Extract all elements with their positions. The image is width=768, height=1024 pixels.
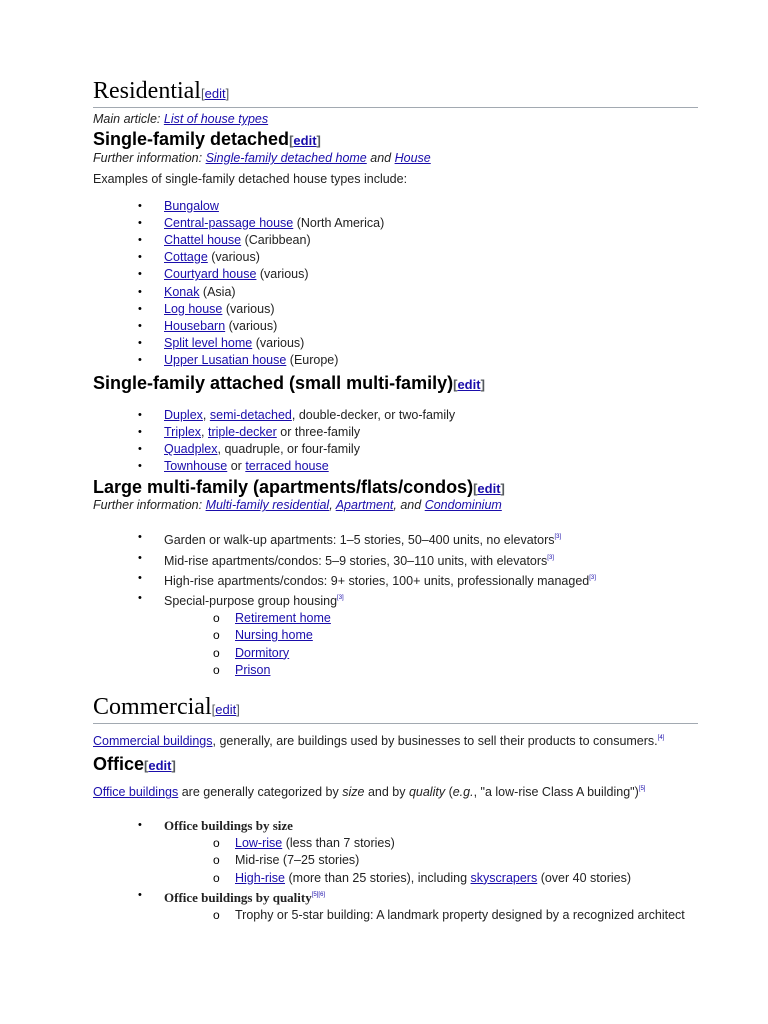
edit-link-office[interactable]: [edit]	[144, 758, 176, 774]
attached-type-link[interactable]: Quadplex	[164, 441, 218, 456]
list-item	[93, 590, 698, 679]
house-type-link[interactable]: Bungalow	[164, 198, 219, 213]
sfd-further-info: Further information: Single-family detached home and House	[93, 151, 431, 165]
reference-3[interactable]: [3]	[554, 534, 562, 541]
sfd-list	[93, 198, 698, 370]
house-type-region: (various)	[252, 336, 305, 351]
lmf-further-info: Further information: Multi-family residential, Apartment, and Condominium	[93, 498, 502, 513]
residential-heading: Residential[edit]	[93, 78, 698, 108]
office-quality-sublist	[164, 907, 698, 924]
edit-link-sfa[interactable]: [edit]	[453, 376, 485, 392]
house-type-region: (North America)	[293, 215, 385, 230]
sfa-list	[93, 407, 698, 476]
list-item	[93, 266, 698, 283]
edit-link-residential[interactable]: [edit]	[200, 86, 230, 101]
apartment-type-text: High-rise apartments/condos: 9+ stories, 100+ units, professionally managed	[164, 573, 590, 588]
list-item	[93, 407, 698, 424]
sfa-heading: Single-family attached (small multi-family)[edit]	[93, 372, 485, 393]
office-paragraph: Office buildings are generally categorized by size and by quality (e.g., "a low-rise Class A building")[5]	[93, 785, 646, 800]
skyscrapers-link[interactable]: skyscrapers	[470, 870, 538, 885]
list-item	[93, 232, 698, 249]
attached-type-link[interactable]: Duplex	[164, 407, 203, 422]
list-item	[164, 662, 698, 679]
single-family-detached-home-link[interactable]: Single-family detached home	[205, 151, 367, 165]
office-size-link[interactable]: Low-rise	[235, 836, 283, 851]
list-item	[164, 835, 698, 852]
group-housing-link[interactable]: Retirement home	[235, 611, 331, 626]
list-item	[93, 284, 698, 301]
commercial-heading: Commercial[edit]	[93, 694, 698, 724]
apartment-type-text: Mid-rise apartments/condos: 5–9 stories, 30–110 units, with elevators	[164, 553, 548, 568]
office-size-sublist	[164, 835, 698, 887]
house-type-region: (various)	[222, 301, 275, 316]
list-item	[164, 870, 698, 887]
list-item	[93, 817, 698, 887]
list-item	[164, 645, 698, 662]
attached-type-link[interactable]: terraced house	[245, 459, 329, 474]
list-item	[93, 550, 698, 570]
apartment-type-text: Special-purpose group housing	[164, 593, 338, 608]
edit-link-commercial[interactable]: [edit]	[211, 701, 240, 717]
separator-text: ,	[202, 407, 210, 422]
house-type-link[interactable]: Courtyard house	[164, 267, 257, 282]
list-item	[93, 301, 698, 318]
list-item	[93, 249, 698, 266]
group-housing-link[interactable]: Nursing home	[235, 628, 313, 643]
house-type-link[interactable]: Log house	[164, 301, 223, 316]
sfd-intro: Examples of single-family detached house types include:	[93, 172, 408, 186]
list-item	[93, 529, 698, 549]
office-size-text: (more than 25 stories), including	[285, 870, 471, 885]
office-list	[93, 817, 698, 924]
reference-3[interactable]: [3]	[547, 554, 554, 561]
main-article-note: Main article: List of house types	[93, 112, 269, 126]
attached-type-text: or three-family	[276, 424, 361, 439]
reference-4[interactable]: [4]	[657, 734, 665, 741]
house-type-region: (Asia)	[199, 284, 236, 299]
office-by-size-label: Office buildings by size	[164, 817, 293, 833]
house-type-region: (various)	[225, 318, 278, 333]
list-item	[93, 352, 698, 369]
attached-type-link[interactable]: Townhouse	[164, 459, 228, 474]
list-item	[93, 458, 698, 475]
sfd-heading: Single-family detached[edit]	[93, 129, 321, 149]
attached-type-link[interactable]: semi-detached	[209, 407, 292, 422]
office-size-text: (over 40 stories)	[537, 870, 631, 885]
article-content	[93, 78, 698, 924]
house-type-region: (Caribbean)	[241, 232, 311, 247]
office-quality-text: Trophy or 5-star building: A landmark property designed by a recognized architect	[235, 907, 685, 922]
commercial-paragraph: Commercial buildings, generally, are buildings used by businesses to sell their products to consumers.[4]	[93, 733, 665, 748]
list-item	[93, 887, 698, 924]
attached-type-text: , quadruple, or four-family	[217, 441, 360, 456]
reference-5-6[interactable]: [5][6]	[311, 891, 326, 898]
lmf-list	[93, 529, 698, 679]
house-type-link[interactable]: Housebarn	[164, 318, 226, 333]
office-heading: Office[edit]	[93, 754, 176, 775]
office-buildings-link[interactable]: Office buildings	[93, 785, 179, 800]
list-item	[164, 627, 698, 644]
list-item	[164, 852, 698, 869]
reference-5[interactable]: [5]	[638, 786, 646, 793]
reference-3[interactable]: [3]	[337, 594, 344, 601]
house-type-region: (various)	[256, 267, 309, 282]
group-housing-link[interactable]: Prison	[235, 662, 271, 677]
group-housing-link[interactable]: Dormitory	[235, 645, 290, 660]
list-item	[93, 198, 698, 215]
office-size-text: (less than 7 stories)	[282, 836, 395, 851]
multi-family-residential-link[interactable]: Multi-family residential	[205, 498, 330, 513]
lmf-heading: Large multi-family (apartments/flats/condos)[edit]	[93, 477, 505, 498]
separator-text: ,	[201, 424, 208, 439]
list-item	[93, 441, 698, 458]
office-by-quality-label: Office buildings by quality	[164, 889, 312, 905]
list-item	[93, 570, 698, 590]
list-item	[93, 215, 698, 232]
list-item	[93, 318, 698, 335]
apartment-type-text: Garden or walk-up apartments: 1–5 stories, 50–400 units, no elevators	[164, 533, 555, 548]
list-item	[164, 907, 698, 924]
attached-type-link[interactable]: triple-decker	[208, 424, 277, 439]
reference-3[interactable]: [3]	[589, 574, 596, 581]
house-type-link[interactable]: Cottage	[164, 250, 208, 265]
attached-type-link[interactable]: Triplex	[164, 424, 202, 439]
list-item	[93, 424, 698, 441]
house-type-link[interactable]: Chattel house	[164, 232, 242, 247]
commercial-buildings-link[interactable]: Commercial buildings	[93, 733, 213, 748]
condominium-link[interactable]: Condominium	[424, 498, 502, 513]
house-type-link[interactable]: Central-passage house	[164, 215, 294, 230]
edit-link-sfd[interactable]: [edit]	[289, 133, 321, 148]
apartment-link[interactable]: Apartment	[335, 498, 394, 513]
separator-text: or	[227, 459, 246, 474]
list-item	[164, 610, 698, 627]
edit-link-lmf[interactable]: [edit]	[473, 481, 505, 497]
list-item	[93, 335, 698, 352]
house-type-region: (various)	[207, 250, 260, 265]
office-size-link[interactable]: High-rise	[235, 870, 286, 885]
house-type-region: (Europe)	[286, 353, 339, 368]
attached-type-text: , double-decker, or two-family	[291, 407, 456, 422]
house-link[interactable]: House	[394, 151, 431, 165]
office-size-text: Mid-rise (7–25 stories)	[235, 853, 360, 868]
house-type-link[interactable]: Upper Lusatian house	[164, 353, 287, 368]
list-of-house-types-link[interactable]: List of house types	[163, 112, 269, 126]
house-type-link[interactable]: Konak	[164, 284, 200, 299]
group-housing-sublist	[164, 610, 698, 679]
house-type-link[interactable]: Split level home	[164, 336, 253, 351]
